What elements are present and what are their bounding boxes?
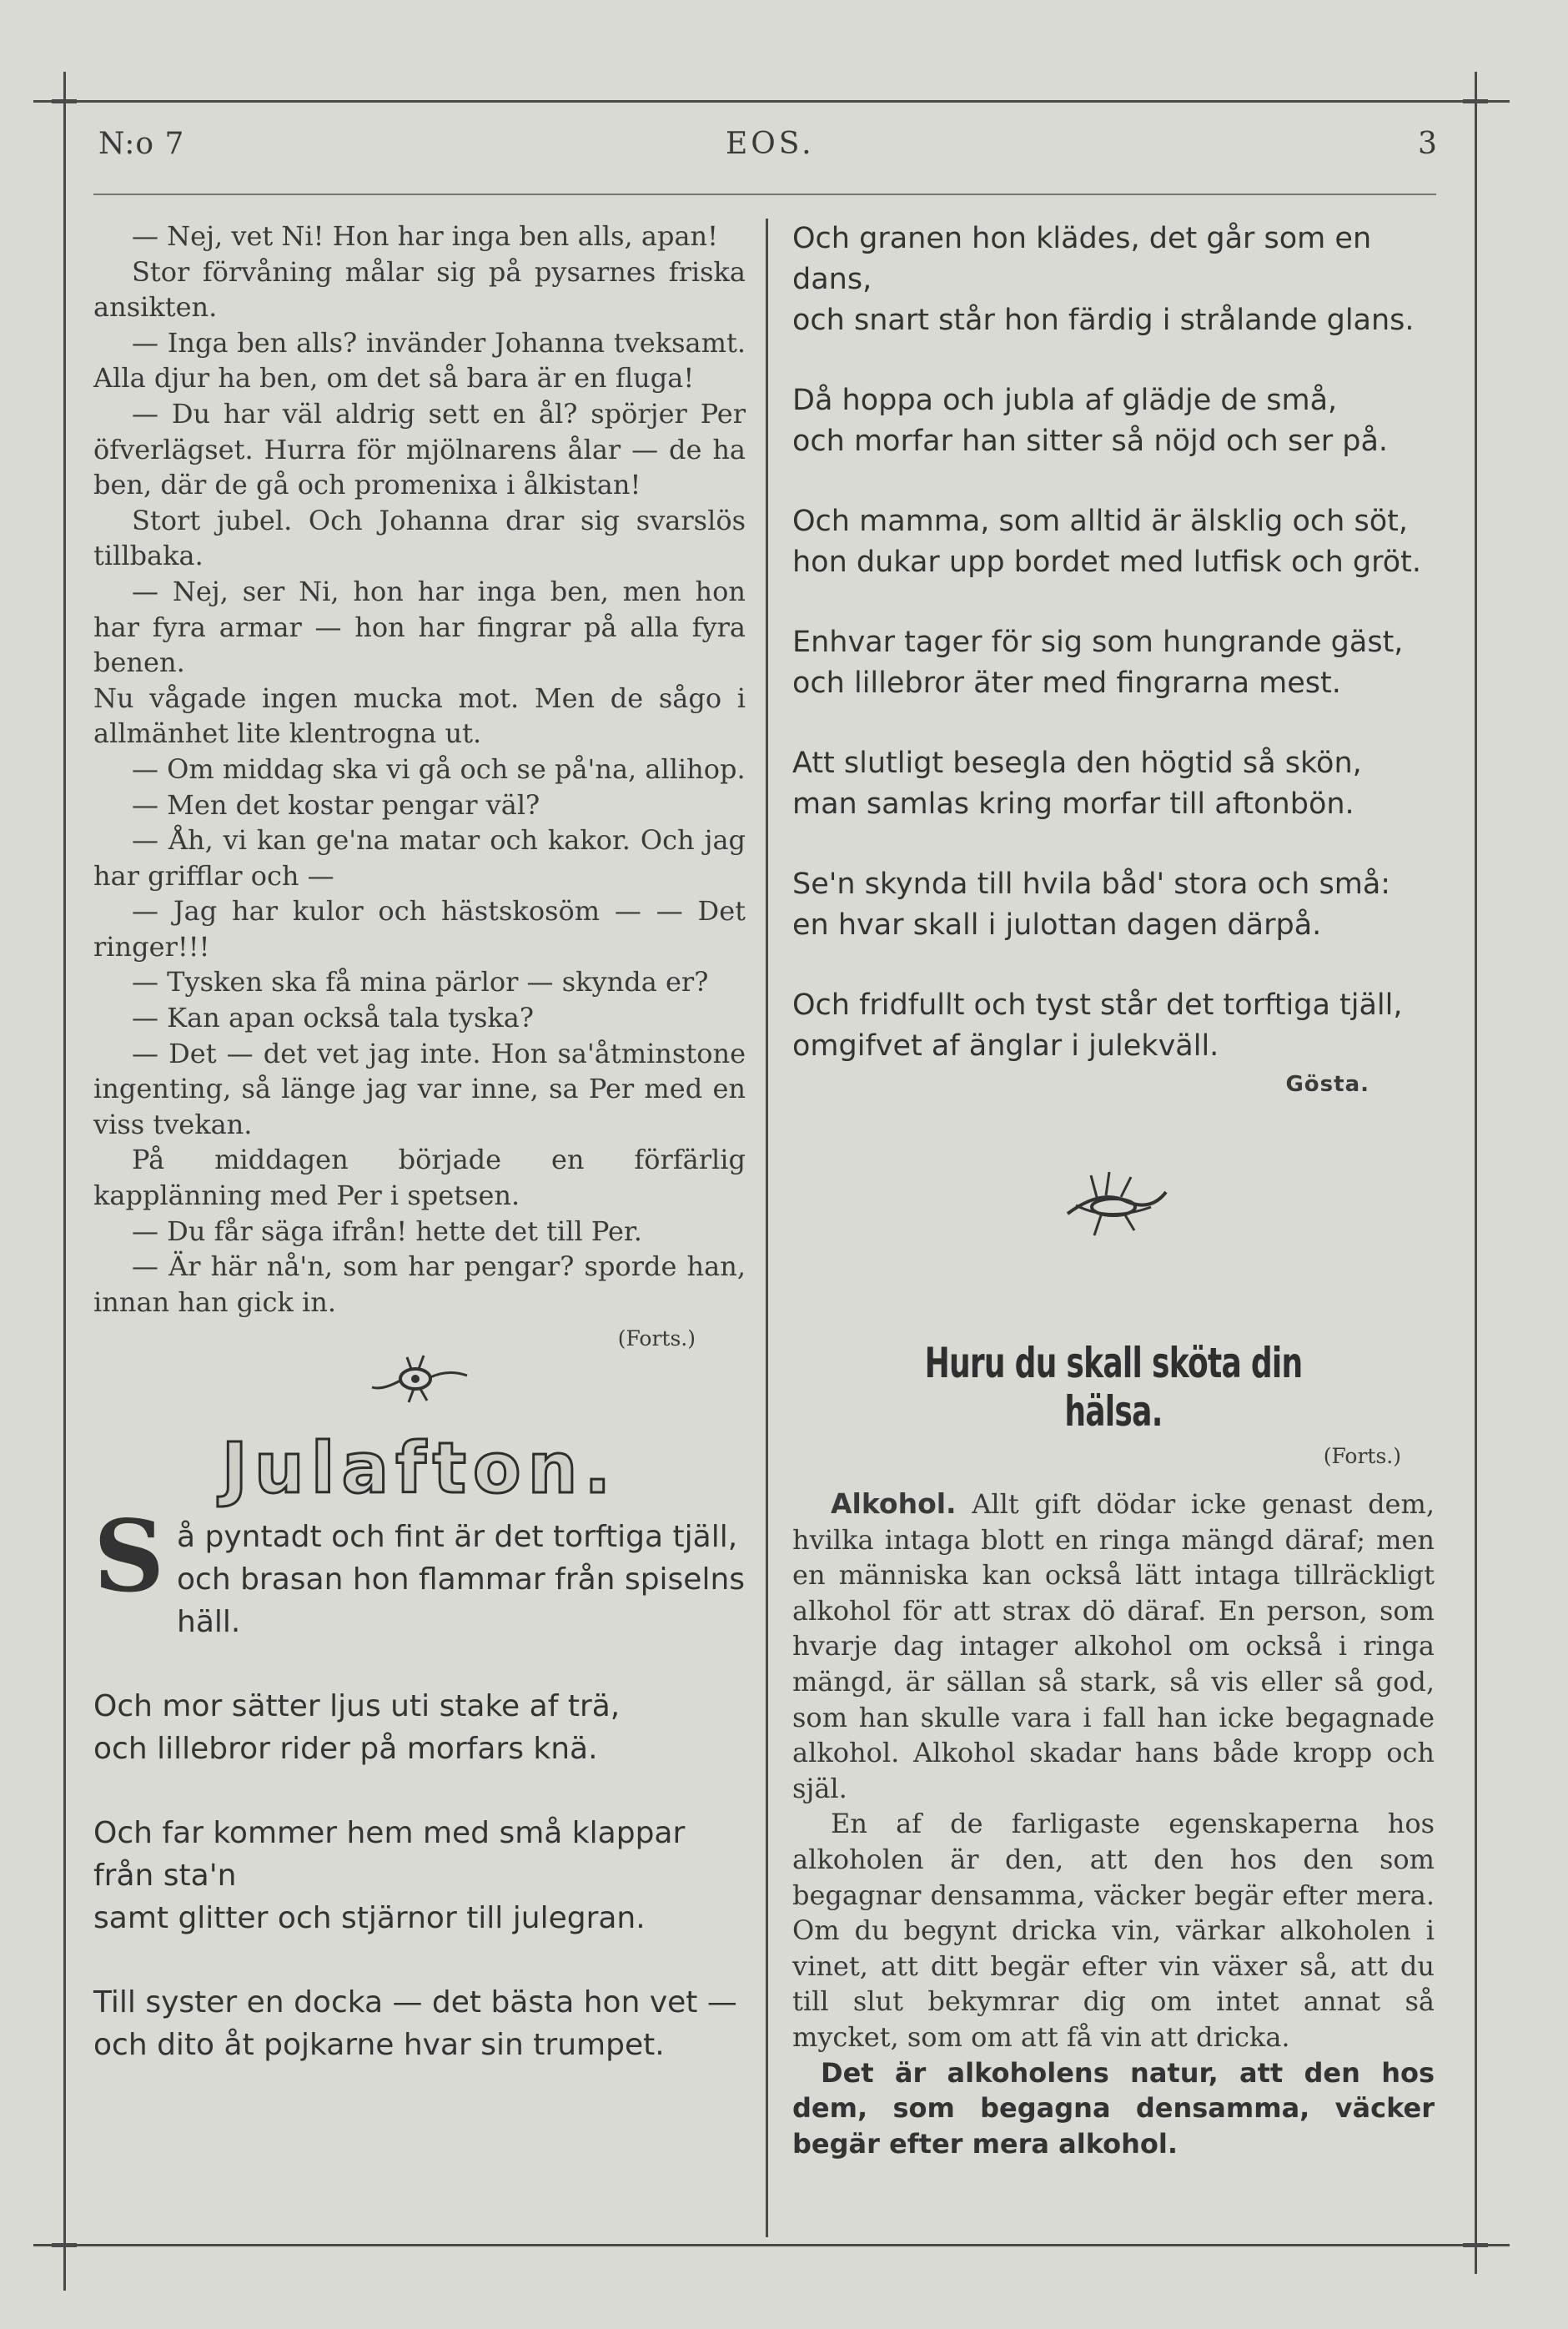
story-paragraph: — Nej, ser Ni, hon har inga ben, men hon har fyra armar — hon har fingrar på alla fyra benen. <box>93 575 746 679</box>
forts-note: (Forts.) <box>617 1326 696 1351</box>
story-continuation <box>93 219 746 1320</box>
column-divider <box>766 219 768 2237</box>
poem-line: en hvar skall i julottan dagen därpå. <box>792 908 1322 942</box>
closing-statement: Det är alkoholens natur, att den hos dem, som begagna densamma, väcker begär efter mera alkohol. <box>792 2056 1435 2160</box>
story-paragraph: — Det — det vet jag inte. Hon sa'åtminstone ingenting, så länge jag var inne, sa Per med en viss tvekan. <box>93 1037 746 1140</box>
story-paragraph: Nu vågade ingen mucka mot. Men de sågo i allmänhet lite klentrogna ut. <box>93 682 746 750</box>
dropcap-letter: S <box>93 1498 165 1615</box>
top-rule <box>33 100 1510 103</box>
story-paragraph: — Kan apan också tala tyska? <box>132 1002 535 1034</box>
poem-stanza <box>792 501 1435 583</box>
story-paragraph: — Du har väl aldrig sett en ål? spörjer Per öfverlägset. Hurra för mjölnarens ålar — de ha ben, där de gå och promenixa i ålkistan! <box>93 397 746 501</box>
poem-line: man samlas kring morfar till aftonbön. <box>792 787 1354 821</box>
bottom-rule <box>33 2244 1510 2246</box>
issue-number: N:o 7 <box>98 127 185 161</box>
health-article-body <box>792 1486 1435 2161</box>
story-paragraph: — Du får säga ifrån! hette det till Per. <box>132 1215 642 1247</box>
poem-stanza <box>93 1685 746 1770</box>
left-rule <box>63 72 66 2291</box>
corner-tick <box>52 2243 77 2247</box>
corner-tick <box>1463 99 1488 103</box>
poem-line: Se'n skynda till hvila båd' stora och små: <box>792 868 1391 901</box>
story-paragraph: — Tysken ska få mina pärlor — skynda er? <box>132 966 709 999</box>
corner-tick <box>52 99 77 103</box>
story-paragraph: — Inga ben alls? invänder Johanna tveksamt. Alla djur ha ben, om det så bara är en fluga! <box>93 326 746 395</box>
story-paragraph: På middagen började en förfärlig kapplänning med Per i spetsen. <box>93 1144 746 1212</box>
poem-line: samt glitter och stjärnor till julegran. <box>93 1901 646 1936</box>
flourish-ornament-icon <box>1051 1155 1176 1247</box>
article-title: Huru du skall sköta din hälsa. <box>924 1339 1303 1436</box>
poem-stanza <box>93 1981 746 2066</box>
poem-stanza <box>792 864 1435 946</box>
poem-line: och dito åt pojkarne hvar sin trumpet. <box>93 2028 665 2063</box>
poem-stanza <box>93 1812 746 1939</box>
poem-line: omgifvet af änglar i julekväll. <box>792 1029 1219 1063</box>
right-column <box>792 219 1435 2161</box>
article-paragraph: En af de farligaste egenskaperna hos alkoholen är den, att den hos den som begagnar densamma, väcker begär efter mera. Om du begynt dricka vin, värkar alkoholen i vinet, att ditt begär efter vin växer så, att du till slut bekymrar dig om intet annat så mycket, som om att få vin att dricka. <box>792 1808 1435 2053</box>
poem-line: Och fridfullt och tyst står det torftiga tjäll, <box>792 988 1403 1022</box>
story-paragraph: Stor förvåning målar sig på pysarnes friska ansikten. <box>93 255 746 324</box>
story-paragraph: — Är här nå'n, som har pengar? sporde han, innan han gick in. <box>93 1250 746 1318</box>
story-paragraph: Stort jubel. Och Johanna drar sig svarslös tillbaka. <box>93 504 746 572</box>
poem-line: Då hoppa och jubla af glädje de små, <box>792 384 1338 417</box>
article-paragraph <box>792 1486 1435 1806</box>
poem-stanza <box>792 219 1435 341</box>
article-text: Allt gift dödar icke genast dem, hvilka intaga blott en ringa mängd däraf; men en människa kan också lätt intaga tillräckligt alkohol för att strax dö däraf. En person, som hvarje dag intager alkohol om också i ringa mängd, är sällan så stark, så vis eller så god, som han skulle vara i fall han icke begagnade alkohol. Alkohol skadar hans både kropp och själ. <box>792 1488 1435 1804</box>
poem-signature: Gösta. <box>1285 1072 1369 1097</box>
poem-line: och morfar han sitter så nöjd och ser på. <box>792 425 1389 458</box>
poem-line: och brasan hon flammar från spiselns häll. <box>177 1562 746 1640</box>
runin-heading: Alkohol. <box>831 1487 957 1520</box>
story-paragraph: — Nej, vet Ni! Hon har inga ben alls, apan! <box>132 220 718 252</box>
poem-line: Och mor sätter ljus uti stake af trä, <box>93 1689 621 1724</box>
poem-right-part <box>792 219 1435 1067</box>
poem-stanza <box>792 380 1435 462</box>
header-underline <box>93 194 1436 195</box>
story-paragraph: — Jag har kulor och hästskosöm — — Det ringer!!! <box>93 895 746 963</box>
poem-line: Enhvar tager för sig som hungrande gäst, <box>792 626 1404 659</box>
story-paragraph: — Åh, vi kan ge'na matar och kakor. Och jag har grifflar och — <box>93 824 746 892</box>
poem-stanza <box>792 985 1435 1067</box>
flourish-ornament-icon <box>365 1351 474 1409</box>
journal-title: EOS. <box>726 127 815 161</box>
page-number: 3 <box>1418 127 1438 161</box>
poem-line: och snart står hon färdig i strålande glans. <box>792 304 1415 337</box>
poem-line: Till syster en docka — det bästa hon vet — <box>93 1985 737 2020</box>
poem-stanza <box>792 743 1435 825</box>
poem-line: Och far kommer hem med små klappar från sta'n <box>93 1816 686 1894</box>
story-paragraph: — Om middag ska vi gå och se på'na, allihop. <box>132 752 746 785</box>
corner-tick <box>1463 2243 1488 2247</box>
poem-line: å pyntadt och fint är det torftiga tjäll, <box>177 1520 738 1555</box>
poem-title: Julafton. <box>221 1427 618 1510</box>
right-rule <box>1475 72 1477 2274</box>
poem-line: hon dukar upp bordet med lutfisk och gröt. <box>792 546 1422 579</box>
poem-line: Att slutligt besegla den högtid så skön, <box>792 747 1362 780</box>
poem-line: Och granen hon klädes, det går som en dans, <box>792 222 1372 296</box>
poem-line: och lillebror rider på morfars knä. <box>93 1732 598 1767</box>
poem-stanza <box>792 622 1435 704</box>
forts-note: (Forts.) <box>1323 1444 1401 1468</box>
poem-stanza <box>93 1498 746 1643</box>
left-column <box>93 219 746 2108</box>
poem-left-part <box>93 1498 746 2066</box>
poem-line: och lillebror äter med fingrarna mest. <box>792 667 1341 700</box>
poem-line: Och mamma, som alltid är älsklig och söt, <box>792 505 1408 538</box>
story-paragraph: — Men det kostar pengar väl? <box>132 788 540 821</box>
